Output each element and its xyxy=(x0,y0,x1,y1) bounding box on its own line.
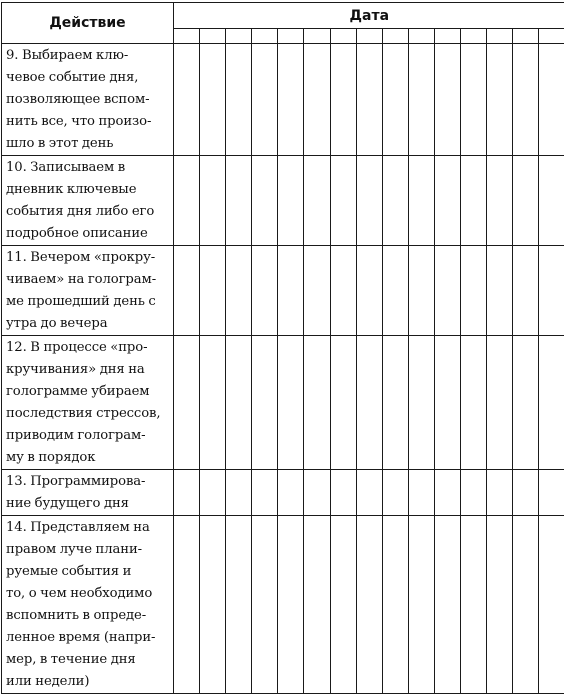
date-check-cell[interactable] xyxy=(513,246,539,336)
date-check-cell[interactable] xyxy=(513,156,539,246)
date-slot-header[interactable] xyxy=(487,29,513,44)
header-row xyxy=(2,3,564,29)
date-check-cell[interactable] xyxy=(461,44,487,156)
date-check-cell[interactable] xyxy=(330,246,356,336)
date-check-cell[interactable] xyxy=(434,516,460,694)
action-text: 12. В процессе «про- кручивания» дня на голограмме убираем последствия стрессов, приводим голограм- му в порядок xyxy=(6,336,171,469)
date-slot-header[interactable] xyxy=(539,29,564,44)
date-check-cell[interactable] xyxy=(330,156,356,246)
date-check-cell[interactable] xyxy=(382,516,408,694)
date-check-cell[interactable] xyxy=(434,156,460,246)
date-slot-header[interactable] xyxy=(174,29,200,44)
date-check-cell[interactable] xyxy=(356,470,382,516)
date-check-cell[interactable] xyxy=(226,336,252,470)
date-check-cell[interactable] xyxy=(226,516,252,694)
date-check-cell[interactable] xyxy=(487,44,513,156)
date-slot-header[interactable] xyxy=(461,29,487,44)
date-check-cell[interactable] xyxy=(539,470,564,516)
date-check-cell[interactable] xyxy=(539,336,564,470)
date-check-cell[interactable] xyxy=(278,336,304,470)
date-check-cell[interactable] xyxy=(200,246,226,336)
action-cell xyxy=(2,156,174,246)
date-check-cell[interactable] xyxy=(434,470,460,516)
date-slot-header[interactable] xyxy=(513,29,539,44)
date-check-cell[interactable] xyxy=(408,470,434,516)
date-check-cell[interactable] xyxy=(487,336,513,470)
date-slot-header[interactable] xyxy=(200,29,226,44)
date-check-cell[interactable] xyxy=(200,470,226,516)
date-check-cell[interactable] xyxy=(487,470,513,516)
action-cell xyxy=(2,336,174,470)
date-column-header: Дата xyxy=(174,3,564,29)
date-check-cell[interactable] xyxy=(174,336,200,470)
action-text: 10. Записываем в дневник ключевые события дня либо его подробное описание xyxy=(6,156,171,245)
date-check-cell[interactable] xyxy=(200,336,226,470)
date-slot-header[interactable] xyxy=(226,29,252,44)
date-check-cell[interactable] xyxy=(252,470,278,516)
date-check-cell[interactable] xyxy=(330,336,356,470)
date-check-cell[interactable] xyxy=(513,516,539,694)
date-check-cell[interactable] xyxy=(539,246,564,336)
date-check-cell[interactable] xyxy=(174,156,200,246)
date-check-cell[interactable] xyxy=(408,336,434,470)
date-check-cell[interactable] xyxy=(200,156,226,246)
date-check-cell[interactable] xyxy=(174,246,200,336)
date-check-cell[interactable] xyxy=(382,470,408,516)
date-slot-header[interactable] xyxy=(408,29,434,44)
date-check-cell[interactable] xyxy=(252,44,278,156)
date-check-cell[interactable] xyxy=(330,470,356,516)
date-slot-header[interactable] xyxy=(356,29,382,44)
date-check-cell[interactable] xyxy=(330,516,356,694)
action-text: 11. Вечером «прокру- чиваем» на голограм- ме прошедший день с утра до вечера xyxy=(6,246,171,335)
date-check-cell[interactable] xyxy=(408,44,434,156)
date-slot-header[interactable] xyxy=(382,29,408,44)
date-check-cell[interactable] xyxy=(461,336,487,470)
action-date-tracker-table xyxy=(1,2,564,694)
date-check-cell[interactable] xyxy=(434,44,460,156)
action-row xyxy=(2,156,564,246)
action-cell xyxy=(2,516,174,694)
date-check-cell[interactable] xyxy=(382,44,408,156)
date-slot-header[interactable] xyxy=(304,29,330,44)
date-check-cell[interactable] xyxy=(382,246,408,336)
date-check-cell[interactable] xyxy=(304,470,330,516)
action-cell xyxy=(2,246,174,336)
date-check-cell[interactable] xyxy=(356,516,382,694)
date-check-cell[interactable] xyxy=(461,516,487,694)
date-slot-header[interactable] xyxy=(434,29,460,44)
action-row xyxy=(2,246,564,336)
date-check-cell[interactable] xyxy=(487,516,513,694)
date-check-cell[interactable] xyxy=(513,470,539,516)
date-check-cell[interactable] xyxy=(304,336,330,470)
action-row xyxy=(2,516,564,694)
date-check-cell[interactable] xyxy=(200,44,226,156)
date-check-cell[interactable] xyxy=(461,156,487,246)
action-column-header: Действие xyxy=(2,3,174,44)
date-check-cell[interactable] xyxy=(434,336,460,470)
date-check-cell[interactable] xyxy=(278,470,304,516)
action-text: 14. Представляем на правом луче плани- руемые события и то, о чем необходимо вспомнить в опреде- ленное время (напри- мер, в течение дня или недели) xyxy=(6,516,171,693)
date-check-cell[interactable] xyxy=(304,156,330,246)
date-check-cell[interactable] xyxy=(304,246,330,336)
date-check-cell[interactable] xyxy=(539,44,564,156)
date-check-cell[interactable] xyxy=(304,516,330,694)
date-check-cell[interactable] xyxy=(434,246,460,336)
date-check-cell[interactable] xyxy=(487,246,513,336)
date-check-cell[interactable] xyxy=(408,516,434,694)
date-check-cell[interactable] xyxy=(252,156,278,246)
date-check-cell[interactable] xyxy=(252,516,278,694)
date-check-cell[interactable] xyxy=(356,336,382,470)
date-check-cell[interactable] xyxy=(356,44,382,156)
date-check-cell[interactable] xyxy=(487,156,513,246)
date-check-cell[interactable] xyxy=(382,156,408,246)
date-check-cell[interactable] xyxy=(408,156,434,246)
date-check-cell[interactable] xyxy=(539,516,564,694)
date-check-cell[interactable] xyxy=(356,246,382,336)
date-check-cell[interactable] xyxy=(330,44,356,156)
action-row xyxy=(2,44,564,156)
date-check-cell[interactable] xyxy=(226,156,252,246)
date-check-cell[interactable] xyxy=(356,156,382,246)
action-row xyxy=(2,470,564,516)
date-check-cell[interactable] xyxy=(513,336,539,470)
date-check-cell[interactable] xyxy=(174,516,200,694)
date-check-cell[interactable] xyxy=(278,44,304,156)
date-check-cell[interactable] xyxy=(539,156,564,246)
date-check-cell[interactable] xyxy=(252,336,278,470)
action-row xyxy=(2,336,564,470)
date-check-cell[interactable] xyxy=(174,44,200,156)
date-slot-header[interactable] xyxy=(252,29,278,44)
action-text: 13. Программирова- ние будущего дня xyxy=(6,470,171,515)
date-check-cell[interactable] xyxy=(408,246,434,336)
action-cell xyxy=(2,44,174,156)
date-slot-header[interactable] xyxy=(278,29,304,44)
date-check-cell[interactable] xyxy=(382,336,408,470)
date-check-cell[interactable] xyxy=(226,246,252,336)
date-check-cell[interactable] xyxy=(200,516,226,694)
date-check-cell[interactable] xyxy=(174,470,200,516)
date-check-cell[interactable] xyxy=(304,44,330,156)
date-check-cell[interactable] xyxy=(461,470,487,516)
date-check-cell[interactable] xyxy=(513,44,539,156)
date-check-cell[interactable] xyxy=(461,246,487,336)
action-text: 9. Выбираем клю- чевое событие дня, позволяющее вспом- нить все, что произо- шло в этот день xyxy=(6,44,171,155)
date-check-cell[interactable] xyxy=(226,470,252,516)
action-rows xyxy=(2,44,564,694)
date-check-cell[interactable] xyxy=(278,156,304,246)
date-check-cell[interactable] xyxy=(252,246,278,336)
date-check-cell[interactable] xyxy=(278,246,304,336)
date-check-cell[interactable] xyxy=(226,44,252,156)
date-slot-header[interactable] xyxy=(330,29,356,44)
action-cell xyxy=(2,470,174,516)
date-check-cell[interactable] xyxy=(278,516,304,694)
